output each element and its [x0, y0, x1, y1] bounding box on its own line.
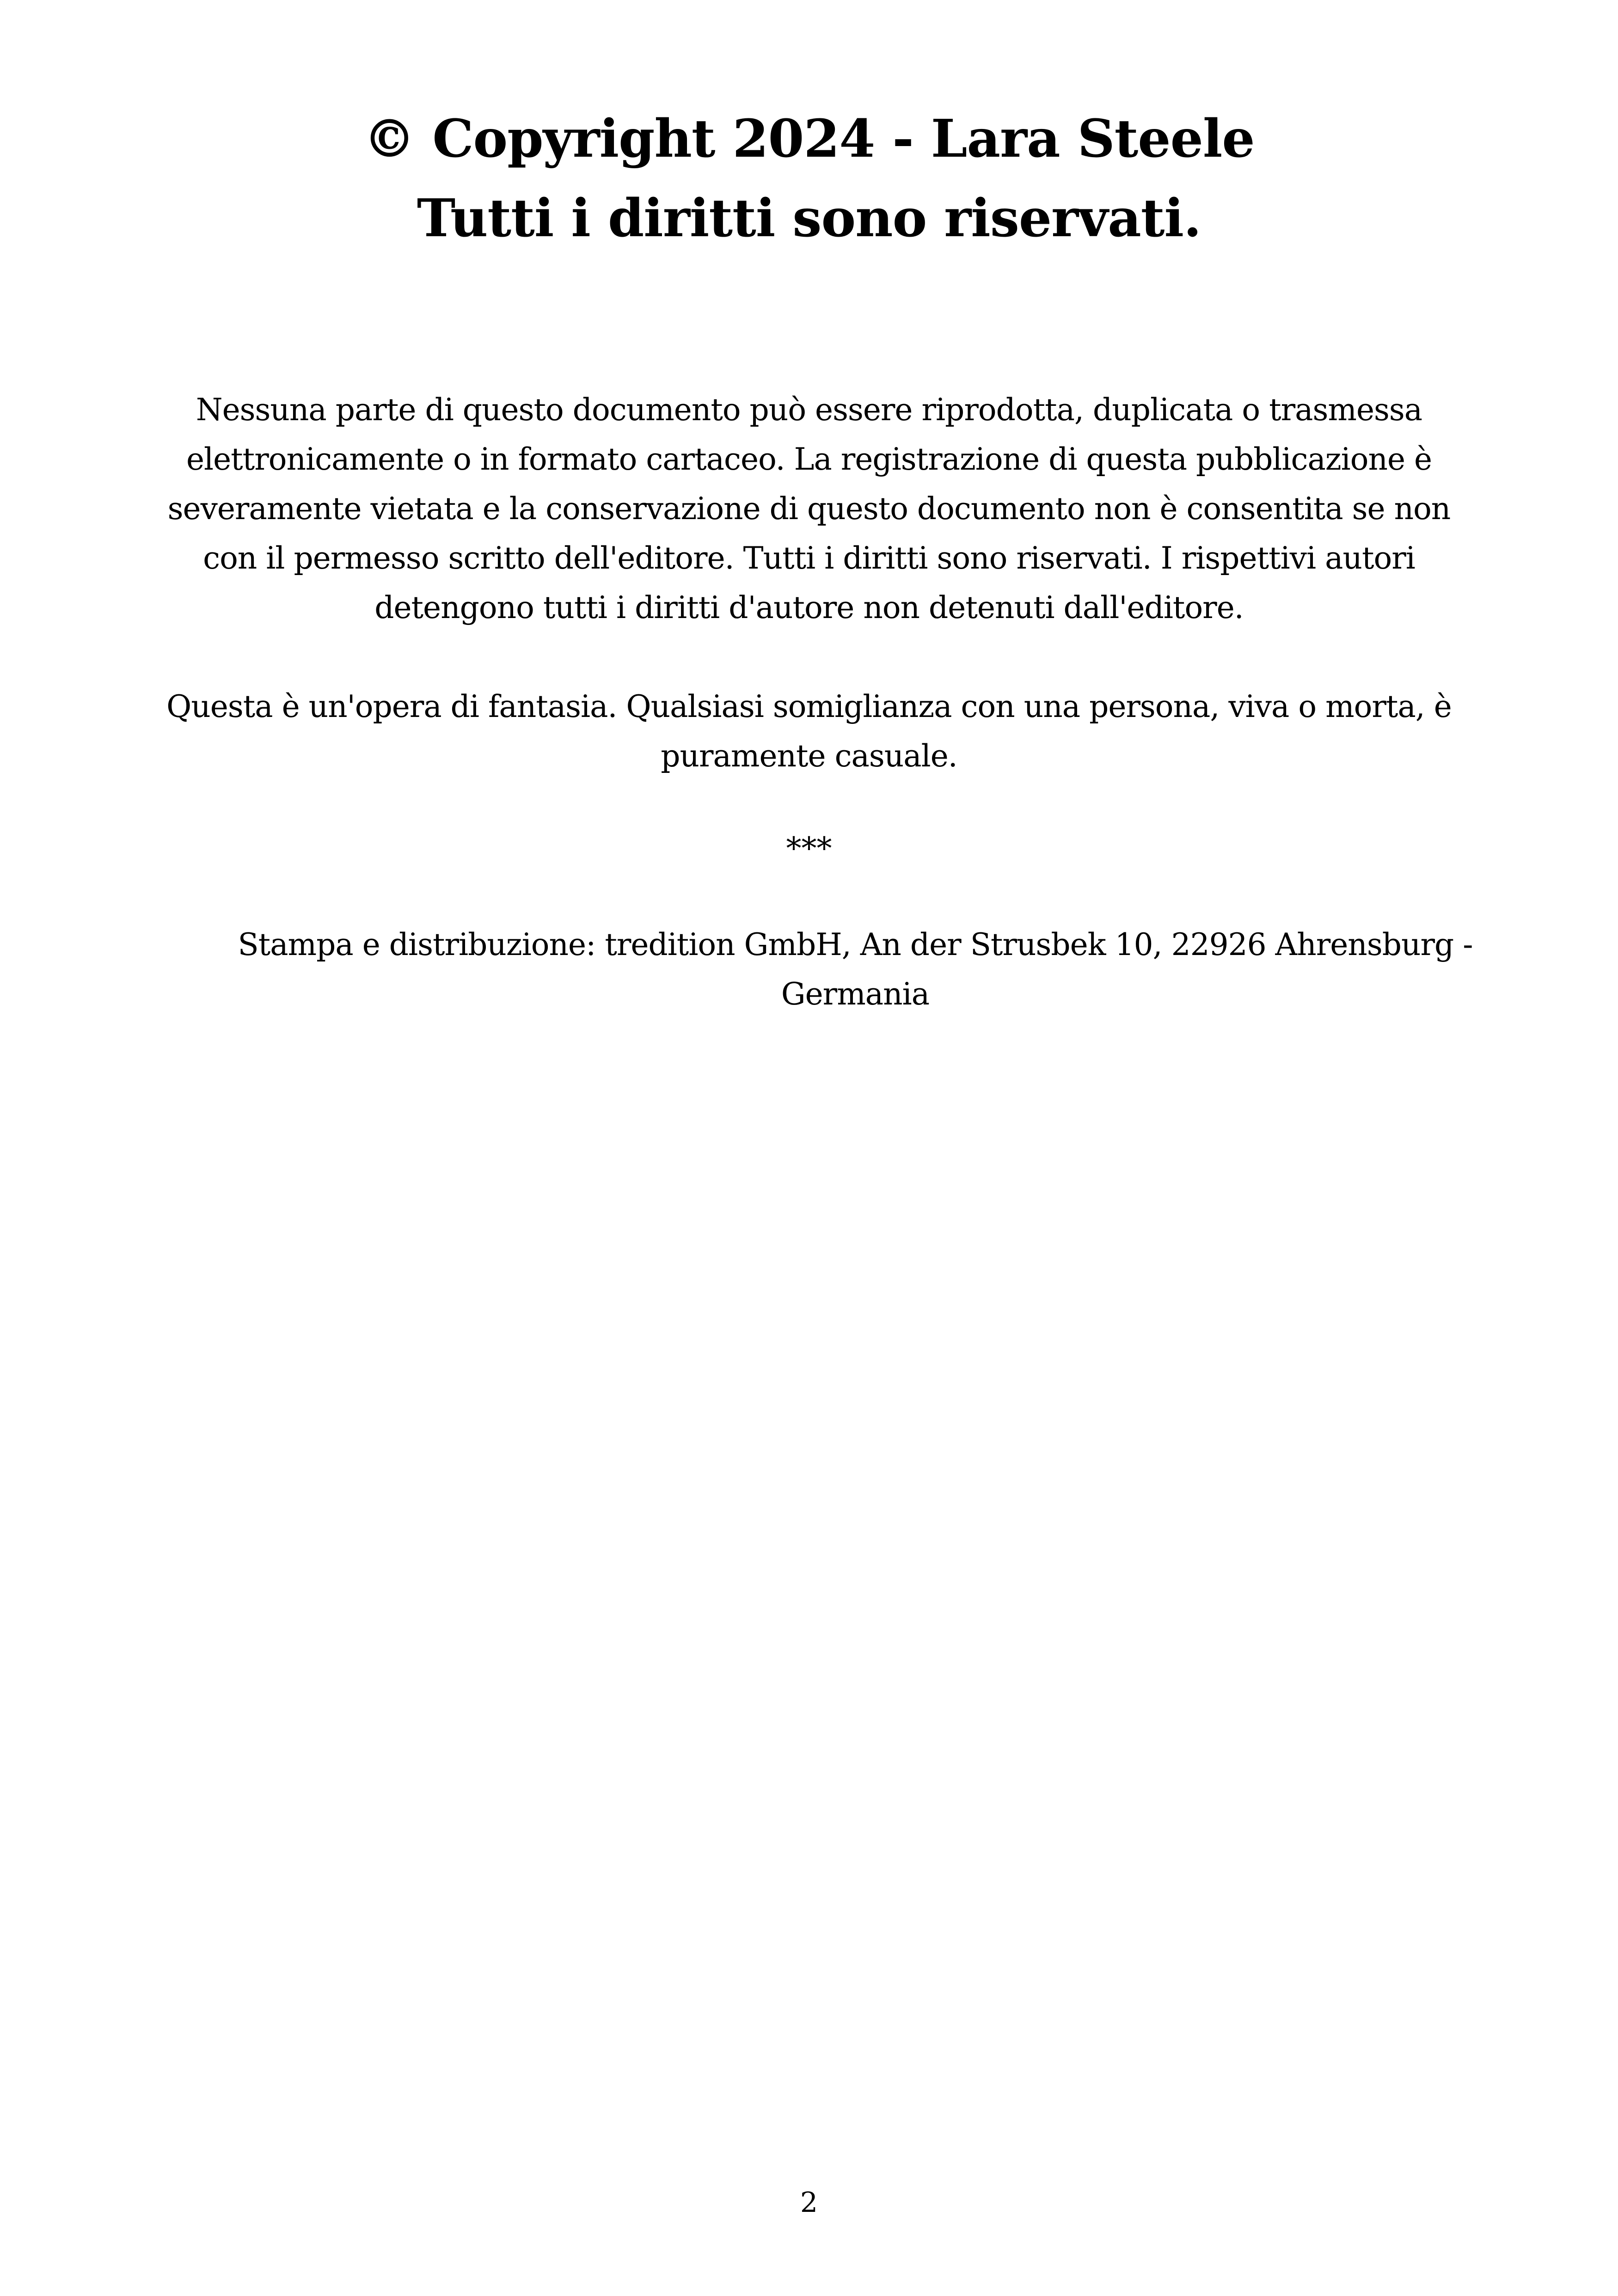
paragraph-line: severamente vietata e la conservazione di questo documento non è consentita se non: [167, 491, 1451, 527]
paragraph-line: Nessuna parte di questo documento può essere riprodotta, duplicata o trasmessa: [196, 392, 1422, 428]
legal-notice-paragraph: [116, 385, 1502, 632]
copyright-title: © Copyright 2024 - Lara Steele: [363, 109, 1255, 169]
section-separator: ***: [786, 831, 832, 866]
copyright-heading: [0, 99, 1618, 258]
paragraph-line: elettronicamente o in formato cartaceo. La registrazione di questa pubblicazione è: [186, 441, 1432, 477]
fiction-disclaimer-paragraph: [116, 682, 1502, 781]
paragraph-line: Questa è un'opera di fantasia. Qualsiasi somiglianza con una persona, viva o morta, è: [166, 689, 1452, 724]
paragraph-line: puramente casuale.: [661, 738, 957, 774]
paragraph-line: con il permesso scritto dell'editore. Tutti i diritti sono riservati. I rispettivi autori: [203, 540, 1415, 576]
paragraph-line: Stampa e distribuzione: tredition GmbH, An der Strusbek 10, 22926 Ahrensburg -: [238, 927, 1473, 962]
paragraph-line: Germania: [781, 976, 930, 1012]
printing-distribution-paragraph: [162, 920, 1549, 1019]
paragraph-line: detengono tutti i diritti d'autore non detenuti dall'editore.: [374, 590, 1244, 625]
page-number: 2: [800, 2186, 818, 2219]
rights-reserved-title: Tutti i diritti sono riservati.: [417, 188, 1201, 249]
